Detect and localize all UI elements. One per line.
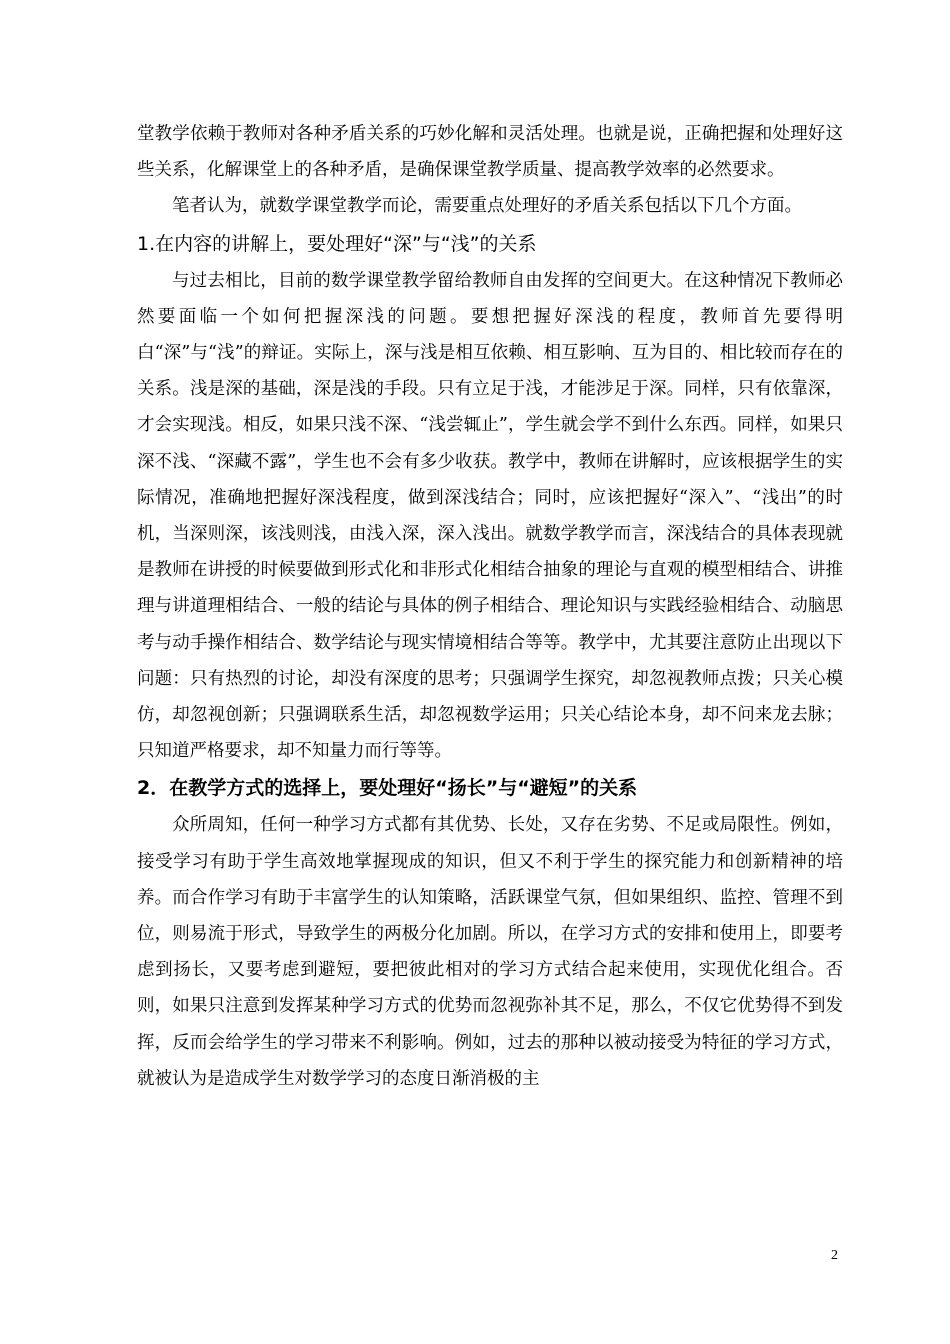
section-heading-2: 2．在教学方式的选择上，要处理好“扬长”与“避短”的关系 bbox=[137, 777, 638, 800]
paragraph-depth-shallow: 与过去相比，目前的数学课堂教学留给教师自由发挥的空间更大。在这种情况下教师必然要面临一个如何把握深浅的问题。要想把握好深浅的程度，教师首先要得明白“深”与“浅”的辩证。实际上，深与浅是相互依赖、相互影响、互为目的、相比较而存在的关系。浅是深的基础，深是浅的手段。只有立足于浅，才能涉足于深。同样，只有依靠深，才会实现浅。相反，如果只浅不深、“浅尝辄止”，学生就会学不到什么东西。同样，如果只深不浅、“深藏不露”，学生也不会有多少收获。教学中，教师在讲解时，应该根据学生的实际情况，准确地把握好深浅程度，做到深浅结合；同时，应该把握好“深入”、“浅出”的时机，当深则深，该浅则浅，由浅入深，深入浅出。就数学教学而言，深浅结合的具体表现就是教师在讲授的时候要做到形式化和非形式化相结合抽象的理论与直观的模型相结合、讲推理与讲道理相结合、一般的结论与具体的例子相结合、理论知识与实践经验相结合、动脑思考与动手操作相结合、数学结论与现实情境相结合等等。教学中，尤其要注意防止出现以下问题：只有热烈的讨论，却没有深度的思考；只强调学生探究，却忽视教师点拨；只关心模仿，却忽视创新；只强调联系生活，却忽视数学运用；只关心结论本身，却不问来龙去脉；只知道严格要求，却不知量力而行等等。 bbox=[137, 270, 843, 762]
page-number: 2 bbox=[831, 1248, 838, 1263]
paragraph-strengths-weaknesses: 众所周知，任何一种学习方式都有其优势、长处，又存在劣势、不足或局限性。例如，接受学习有助于学生高效地掌握现成的知识，但又不利于学生的探究能力和创新精神的培养。而合作学习有助于丰富学生的认知策略，活跃课堂气氛，但如果组织、监控、管理不到位，则易流于形式，导致学生的两极分化加剧。所以，在学习方式的安排和使用上，即要考虑到扬长，又要考虑到避短，要把彼此相对的学习方式结合起来使用，实现优化组合。否则，如果只注意到发挥某种学习方式的优势而忽视弥补其不足，那么，不仅它优势得不到发挥，反而会给学生的学习带来不利影响。例如，过去的那种以被动接受为特征的学习方式，就被认为是造成学生对数学学习的态度日渐消极的主 bbox=[137, 815, 843, 1089]
paragraph-intro: 笔者认为，就数学课堂教学而论，需要重点处理好的矛盾关系包括以下几个方面。 bbox=[172, 196, 802, 217]
section-heading-1: 1.在内容的讲解上，要处理好“深”与“浅”的关系 bbox=[137, 232, 537, 255]
paragraph-continuation: 堂教学依赖于教师对各种矛盾关系的巧妙化解和灵活处理。也就是说，正确把握和处理好这些关系，化解课堂上的各种矛盾，是确保课堂教学质量、提高教学效率的必然要求。 bbox=[137, 124, 843, 181]
document-body bbox=[137, 116, 843, 1097]
